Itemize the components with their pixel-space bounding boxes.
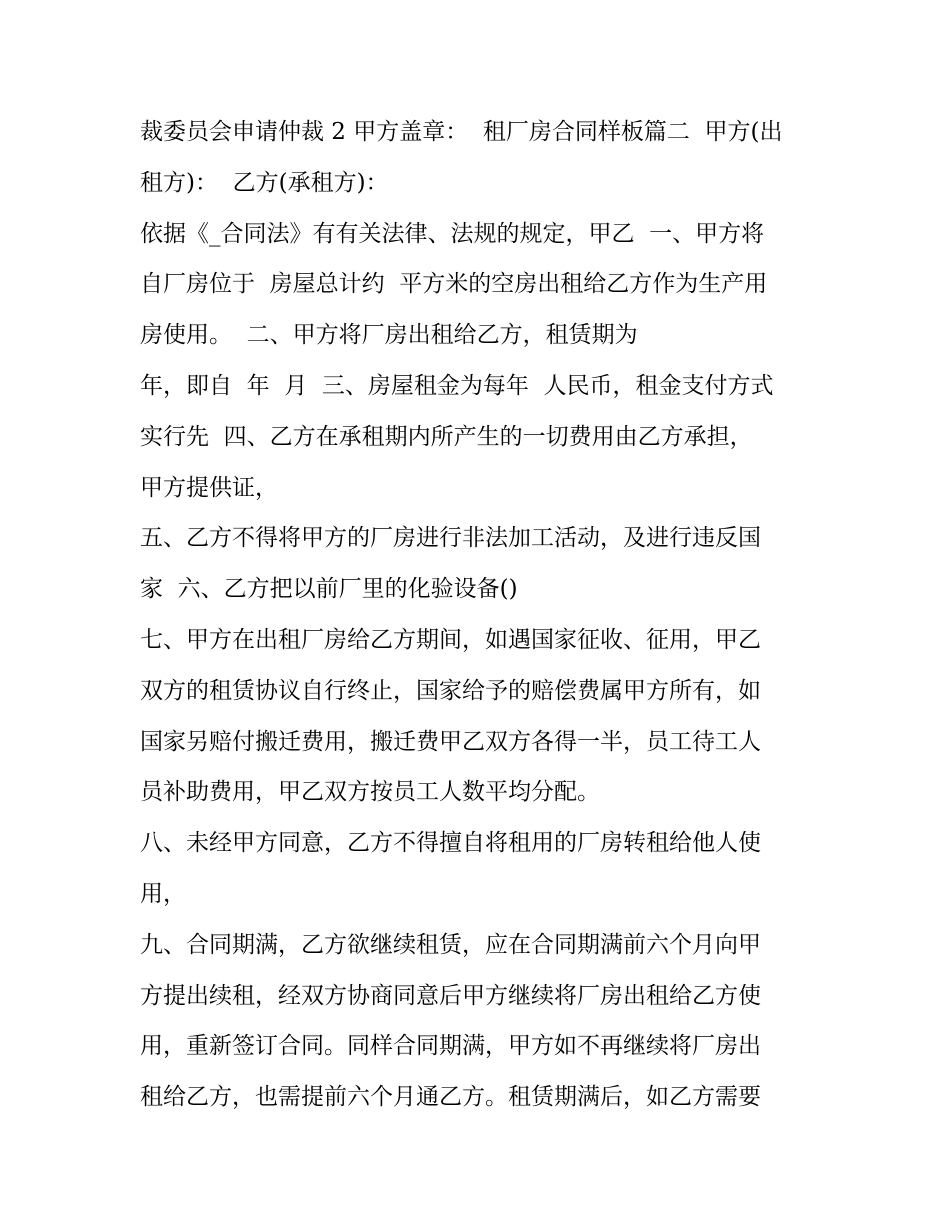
text-line: 五、乙方不得将甲方的厂房进行非法加工活动，及进行违反国: [140, 525, 761, 552]
text-line: 裁委员会申请仲裁 2 甲方盖章： 租厂房合同样板篇二 甲方(出: [140, 119, 783, 145]
text-line: 甲方提供证，: [140, 474, 278, 501]
text-line: 双方的租赁协议自行终止，国家给予的赔偿费属甲方所有，如: [140, 677, 761, 704]
text-line: 年，即自 年 月 三、房屋租金为每年 人民币，租金支付方式: [140, 372, 774, 399]
text-line: 依据《_合同法》有有关法律、法规的规定，甲乙 一、甲方将: [140, 220, 765, 247]
text-line: 七、甲方在出租厂房给乙方期间，如遇国家征收、征用，甲乙: [140, 626, 761, 653]
text-line: 国家另赔付搬迁费用，搬迁费甲乙双方各得一半，员工待工人: [140, 728, 761, 755]
text-line: 方提出续租，经双方协商同意后甲方继续将厂房出租给乙方使: [140, 982, 761, 1009]
text-line: 租方)： 乙方(承租方)：: [140, 169, 389, 196]
text-line: 八、未经甲方同意，乙方不得擅自将租用的厂房转租给他人使: [140, 830, 761, 857]
text-line: 员补助费用，甲乙双方按员工人数平均分配。: [140, 779, 600, 806]
text-line: 租给乙方，也需提前六个月通乙方。租赁期满后，如乙方需要: [140, 1084, 761, 1111]
text-line: 自厂房位于 房屋总计约 平方米的空房出租给乙方作为生产用: [140, 271, 768, 298]
text-line: 用，重新签订合同。同样合同期满，甲方如不再继续将厂房出: [140, 1033, 761, 1060]
text-line: 家 六、乙方把以前厂里的化验设备(): [140, 576, 518, 603]
text-line: 九、合同期满，乙方欲继续租赁，应在合同期满前六个月向甲: [140, 931, 761, 958]
text-line: 房使用。 二、甲方将厂房出租给乙方，租赁期为: [140, 322, 638, 349]
text-line: 实行先 四、乙方在承租期内所产生的一切费用由乙方承担，: [140, 423, 753, 450]
text-line: 用，: [140, 880, 186, 907]
document-body: [140, 107, 830, 1123]
